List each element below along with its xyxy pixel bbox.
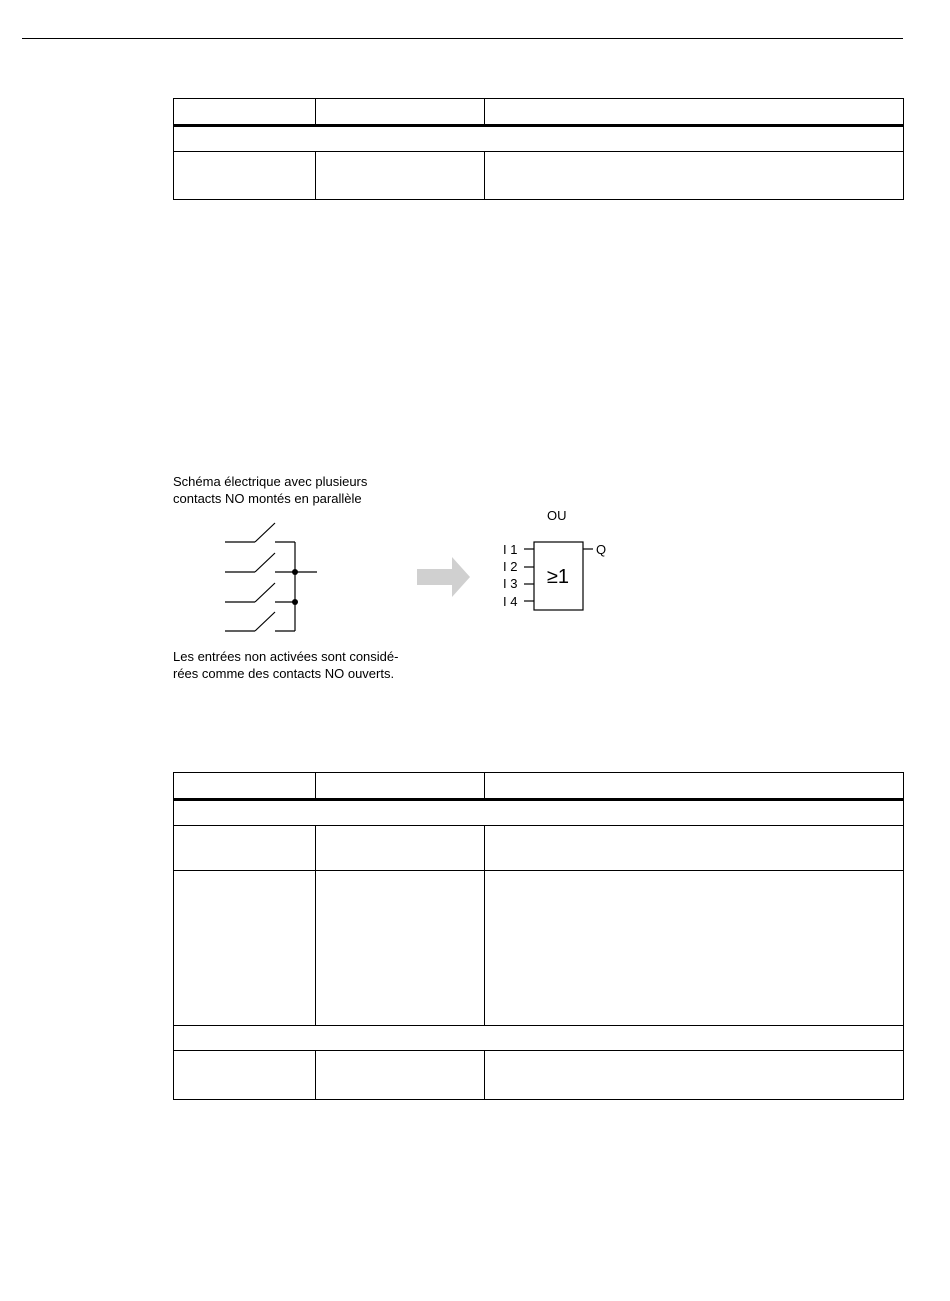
caption-line: rées comme des contacts NO ouverts. [173,666,395,681]
table-row [174,826,904,871]
table-cell [174,826,316,871]
table-cell [485,773,904,800]
caption-line: contacts NO montés en parallèle [173,491,362,506]
table-row [174,1051,904,1100]
input-label: I 2 [503,559,518,574]
table-cell [485,826,904,871]
table-section-row [174,800,904,826]
table-cell [316,1051,485,1100]
output-label: Q [596,542,607,557]
input-label: I 1 [503,542,518,557]
input-label: I 4 [503,594,518,609]
contact-blade [255,523,275,542]
parallel-contacts-schematic [225,523,317,631]
table-bottom [173,772,904,1100]
table-cell [174,1026,904,1051]
input-label: I 3 [503,576,518,591]
table-cell [174,871,316,1026]
table-header-row [174,773,904,800]
contact-blade [255,583,275,602]
table-cell [174,773,316,800]
table-row [174,871,904,1026]
table-cell [174,1051,316,1100]
contact-blade [255,553,275,572]
caption-line: Schéma électrique avec plusieurs [173,474,368,489]
table-cell [485,1051,904,1100]
right-arrow-icon [417,557,470,597]
junction-dot [292,569,298,575]
table-cell [316,773,485,800]
table-cell [485,871,904,1026]
or-function-block [503,508,606,610]
table-section-row [174,1026,904,1051]
block-symbol: ≥1 [546,566,570,588]
block-title: OU [547,508,567,523]
contact-blade [255,612,275,631]
caption-line: Les entrées non activées sont considé- [173,649,399,664]
table-cell [316,871,485,1026]
table-cell [174,800,904,826]
table-cell [316,826,485,871]
junction-dot [292,599,298,605]
